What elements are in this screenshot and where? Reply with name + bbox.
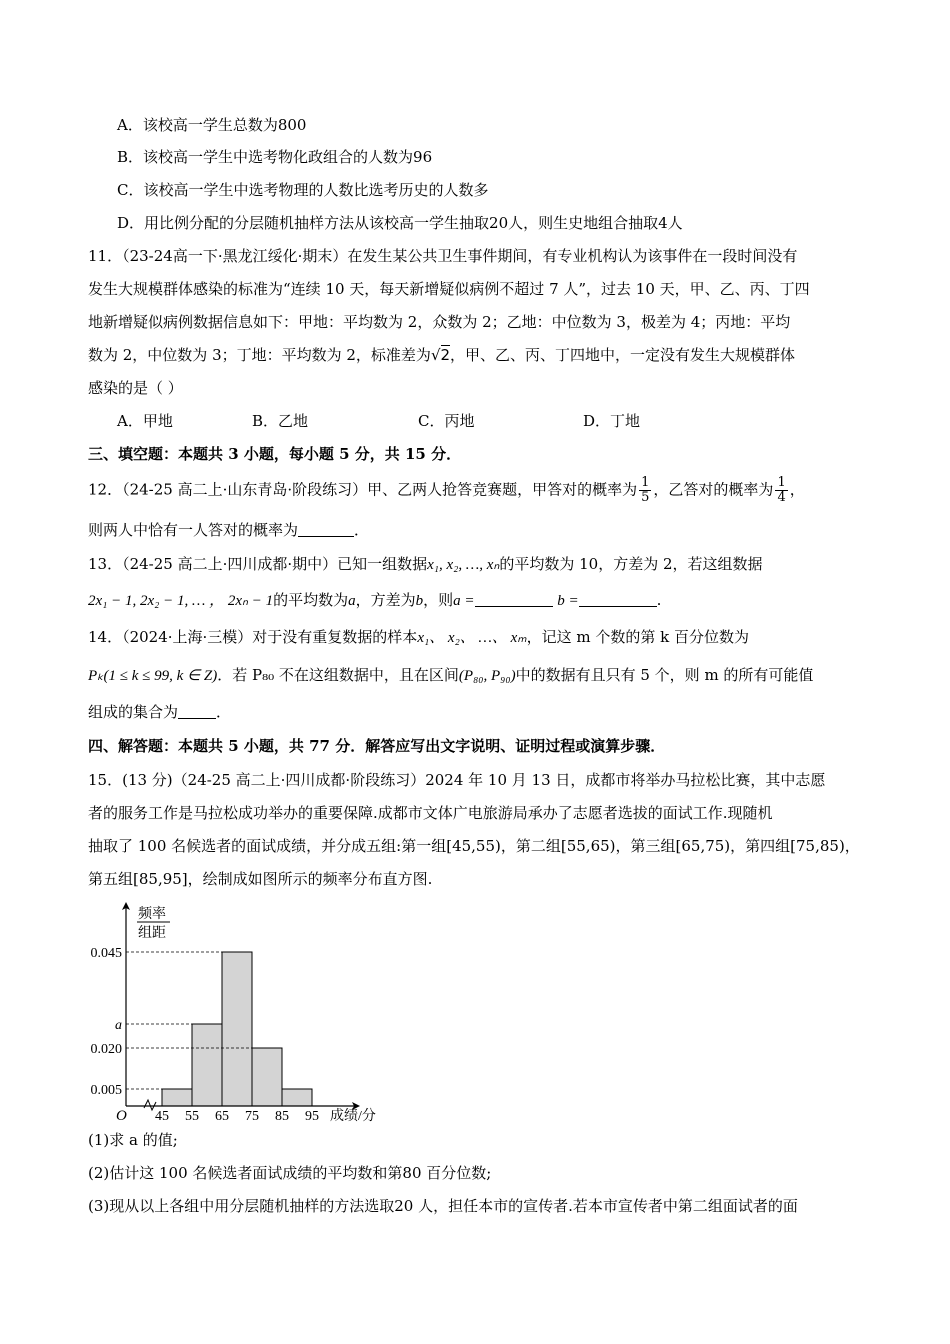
q13-a-equals: a =: [453, 593, 475, 609]
x-tick-label: 55: [185, 1109, 199, 1124]
answer-blank-b: [579, 592, 657, 607]
section-4-heading: 四、解答题：本题共 5 小题，共 77 分．解答应写出文字说明、证明过程或演算步骤．: [88, 737, 666, 755]
answer-blank-a: [475, 592, 553, 607]
q14-line-3-text-b: ．: [216, 703, 232, 721]
q10-option-d: D．用比例分配的分层随机抽样方法从该校高一学生抽取20人，则生史地组合抽取4人: [117, 214, 683, 232]
sqrt-argument: 2: [440, 346, 451, 364]
q11-line-3: 地新增疑似病例数据信息如下：甲地：平均数为 2，众数为 2；乙地：中位数为 3，极差为 4；丙地：平均: [88, 313, 791, 331]
q14-line-2: [88, 665, 813, 686]
frequency-histogram: [80, 898, 400, 1124]
sqrt-expression: √2: [430, 346, 451, 364]
q13-line-1-text-b: 的平均数为 10，方差为 2，若这组数据: [499, 555, 763, 573]
x-tick-label: 75: [245, 1109, 259, 1124]
q11-line-4-text-b: ，甲、乙、丙、丁四地中，一定没有发生大规模群体: [450, 346, 796, 364]
histogram-bar-2: [192, 1024, 222, 1106]
answer-blank-q12: [298, 522, 354, 537]
q13-data-list: x₁, x₂, …, xₙ: [427, 557, 500, 573]
q14-line-1-text-a: 14．（2024·上海·三模）对于没有重复数据的样本: [88, 628, 418, 646]
x-tick-label: 95: [305, 1109, 319, 1124]
q14-line-1: [88, 627, 749, 648]
x-tick-label: 85: [275, 1109, 289, 1124]
q15-line-4: 第五组[85,95]，绘制成如图所示的频率分布直方图.: [88, 870, 433, 888]
q14-line-2-text-d: 中的数据有且只有 5 个，则 m 的所有可能值: [515, 666, 814, 684]
histogram-bar-1: [162, 1089, 192, 1106]
q13-line-1-text-a: 13．（24-25 高二上·四川成都·期中）已知一组数据: [88, 555, 428, 573]
q15-line-3: 抽取了 100 名候选者的面试成绩，并分成五组:第一组[45,55)，第二组[55,65)，第三组[65,75)，第四组[75,85)，: [88, 837, 860, 855]
q12-line-1: [88, 476, 805, 505]
q15-line-1: 15．(13 分)（24-25 高二上·四川成都·阶段练习）2024 年 10 月 13 日，成都市将举办马拉松比赛，其中志愿: [88, 771, 826, 789]
q15-part-2: (2)估计这 100 名候选者面试成绩的平均数和第80 百分位数;: [88, 1164, 492, 1182]
y-axis-label-top: 频率: [138, 907, 166, 922]
q11-option-a: A．甲地: [117, 412, 173, 430]
x-tick-label: 65: [215, 1109, 229, 1124]
q10-option-c: C．该校高一学生中选考物理的人数比选考历史的人数多: [117, 181, 489, 199]
q13-line-2-text-b: ，方差为: [355, 591, 416, 609]
q11-line-1: 11．（23-24高一下·黑龙江绥化·期末）在发生某公共卫生事件期间，有专业机构认为该事件在一段时间没有: [88, 247, 798, 265]
q13-var-a: a: [348, 593, 356, 609]
q10-option-a: A．该校高一学生总数为800: [117, 116, 307, 134]
q15-line-2: 者的服务工作是马拉松成功举办的重要保障.成都市文体广电旅游局承办了志愿者选拔的面试工作.现随机: [88, 804, 773, 822]
q13-line-2: [88, 590, 661, 611]
q12-line-2-text-b: ．: [354, 521, 370, 539]
fraction-one-fourth: [775, 476, 787, 505]
q14-pk-condition: Pₖ(1 ≤ k ≤ 99, k ∈ Z): [88, 668, 218, 684]
q13-line-2-text-a: 的平均数为: [273, 591, 349, 609]
fraction-1-denominator: 5: [641, 490, 650, 505]
y-tick-label: a: [115, 1018, 122, 1033]
q14-interval: (P₈₀, P₉₀): [458, 668, 516, 684]
q11-option-b: B．乙地: [252, 412, 309, 430]
q11-option-c: C．丙地: [418, 412, 475, 430]
origin-label: O: [116, 1108, 127, 1124]
y-tick-label: 0.045: [90, 946, 122, 961]
fraction-one-fifth: [639, 476, 651, 505]
q11-line-4: [88, 345, 795, 365]
histogram-bar-5: [282, 1089, 312, 1106]
q14-line-2-text-b: ．若 P₈₀ 不在这组数据中，且在区间: [217, 666, 459, 684]
section-3-heading: 三、填空题：本题共 3 小题，每小题 5 分，共 15 分．: [88, 445, 462, 463]
q12-line-2: [88, 520, 369, 540]
histogram-bar-3: [222, 952, 252, 1106]
q11-line-4-text-a: 数为 2，中位数为 3；丁地：平均数为 2，标准差为: [88, 346, 431, 364]
x-axis-label: 成绩/分: [330, 1109, 376, 1124]
q10-option-b: B．该校高一学生中选考物化政组合的人数为96: [117, 148, 433, 166]
q15-part-3: (3)现从以上各组中用分层随机抽样的方法选取20 人，担任本市的宣传者.若本市宣传者中第二组面试者的面: [88, 1197, 798, 1215]
q11-line-2: 发生大规模群体感染的标准为“连续 10 天，每天新增疑似病例不超过 7 人”，过去 10 天，甲、乙、丙、丁四: [88, 280, 810, 298]
y-tick-label: 0.005: [90, 1083, 122, 1098]
q12-line-1-text-b: ，乙答对的概率为: [653, 480, 774, 499]
fraction-2-denominator: 4: [777, 490, 786, 505]
y-axis-label-bottom: 组距: [138, 926, 166, 941]
q12-line-1-text-a: 12．（24-25 高二上·山东青岛·阶段练习）甲、乙两人抢答竞赛题，甲答对的概率为: [88, 480, 638, 499]
q15-part-1: (1)求 a 的值;: [88, 1131, 178, 1149]
y-tick-label: 0.020: [90, 1042, 122, 1057]
q13-b-equals: b =: [557, 593, 579, 609]
q11-line-5: 感染的是（ ）: [88, 379, 183, 397]
q12-line-1-text-c: ，: [789, 480, 805, 499]
fraction-2-numerator: 1: [777, 475, 786, 490]
q14-sample-list: x₁、 x₂、 …、 xₘ: [417, 630, 527, 646]
q12-line-2-text-a: 则两人中恰有一人答对的概率为: [88, 521, 299, 539]
q13-line-1: [88, 554, 763, 575]
histogram-bar-4: [252, 1048, 282, 1106]
q14-line-1-text-b: ，记这 m 个数的第 k 百分位数为: [526, 628, 750, 646]
q13-transformed-list: 2x₁ − 1, 2x₂ − 1, … ， 2xₙ − 1: [88, 593, 274, 609]
q13-end: .: [656, 591, 662, 609]
histogram-bars: [162, 952, 312, 1106]
fraction-1-numerator: 1: [641, 475, 650, 490]
q13-line-2-text-c: ，则: [423, 591, 454, 609]
answer-blank-q14: [178, 704, 216, 719]
y-tick-labels: [91, 946, 123, 1098]
q13-var-b: b: [415, 593, 424, 609]
x-tick-label: 45: [155, 1109, 169, 1124]
q11-option-d: D．丁地: [583, 412, 641, 430]
q14-line-3-text-a: 组成的集合为: [88, 703, 179, 721]
x-tick-labels: [155, 1109, 319, 1124]
q14-line-3: [88, 702, 231, 722]
